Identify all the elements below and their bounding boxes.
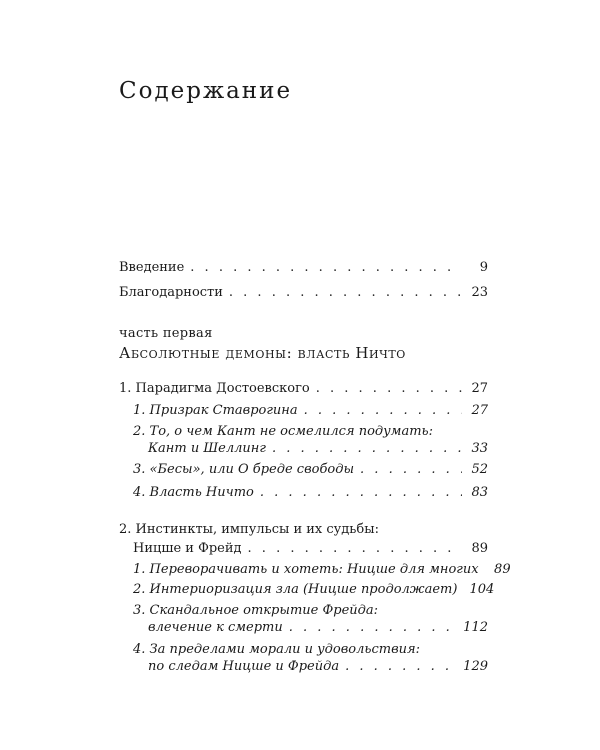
dot-leader <box>190 260 462 276</box>
toc-section-1-4[interactable] <box>133 485 488 501</box>
dot-leader <box>229 285 462 301</box>
toc-entry-label: Благодарности <box>119 285 223 300</box>
toc-entry-label: 1. Переворачивать и хотеть: Ницше для многих <box>133 562 479 577</box>
toc-entry-label: Кант и Шеллинг <box>148 441 266 456</box>
dot-leader <box>248 541 462 557</box>
toc-entry-page: 27 <box>471 403 488 418</box>
toc-section-1-2-line1[interactable]: 2. То, о чем Кант не осмелился подумать: <box>133 424 433 439</box>
toc-section-1-3[interactable] <box>133 462 488 478</box>
toc-entry-acknowledgements[interactable] <box>119 285 488 301</box>
dot-leader <box>304 403 462 419</box>
toc-entry-page: 112 <box>463 620 488 635</box>
toc-chapter-1[interactable] <box>119 381 488 397</box>
toc-entry-page: 52 <box>471 462 488 477</box>
toc-entry-label: 2. Интериоризация зла (Ницше продолжает) <box>133 582 458 597</box>
toc-entry-label: 4. Власть Ничто <box>133 485 254 500</box>
toc-entry-intro[interactable] <box>119 260 488 276</box>
toc-section-2-4[interactable] <box>148 659 488 675</box>
dot-leader <box>272 441 462 457</box>
toc-entry-page: 27 <box>471 381 488 396</box>
toc-entry-page: 89 <box>494 562 511 577</box>
part-title-text: Абсолютные демоны: власть Ничто <box>119 344 406 362</box>
toc-entry-label: 1. Призрак Ставрогина <box>133 403 298 418</box>
dot-leader <box>345 659 457 675</box>
dot-leader <box>360 462 462 478</box>
toc-entry-page: 33 <box>471 441 488 456</box>
dot-leader <box>289 620 457 636</box>
toc-section-2-1[interactable] <box>133 562 511 578</box>
toc-entry-label: 1. Парадигма Достоевского <box>119 381 310 396</box>
toc-entry-page: 23 <box>471 285 488 300</box>
toc-entry-page: 129 <box>463 659 488 674</box>
toc-entry-page: 83 <box>471 485 488 500</box>
dot-leader <box>316 381 462 397</box>
toc-entry-page: 9 <box>479 260 488 275</box>
toc-entry-label: влечение к смерти <box>148 620 283 635</box>
toc-section-2-2[interactable] <box>133 582 495 598</box>
toc-entry-page: 104 <box>469 582 495 597</box>
toc-section-2-3[interactable] <box>148 620 488 636</box>
part-label: часть первая <box>119 326 213 341</box>
toc-entry-label: 3. «Бесы», или О бреде свободы <box>133 462 355 477</box>
dot-leader <box>260 485 462 501</box>
toc-entry-label: Введение <box>119 260 185 275</box>
toc-section-2-3-line1[interactable]: 3. Скандальное открытие Фрейда: <box>133 603 379 618</box>
page-title: Содержание <box>119 78 293 104</box>
toc-section-2-4-line1[interactable]: 4. За пределами морали и удовольствия: <box>133 642 421 657</box>
toc-entry-page: 89 <box>471 541 488 556</box>
toc-entry-label: по следам Ницше и Фрейда <box>148 659 340 674</box>
toc-chapter-2-line1[interactable]: 2. Инстинкты, импульсы и их судьбы: <box>119 522 379 537</box>
toc-section-1-2[interactable] <box>148 441 488 457</box>
part-title <box>119 344 406 362</box>
toc-entry-label: Ницше и Фрейд <box>133 541 242 556</box>
toc-section-1-1[interactable] <box>133 403 488 419</box>
toc-chapter-2[interactable] <box>133 541 488 557</box>
